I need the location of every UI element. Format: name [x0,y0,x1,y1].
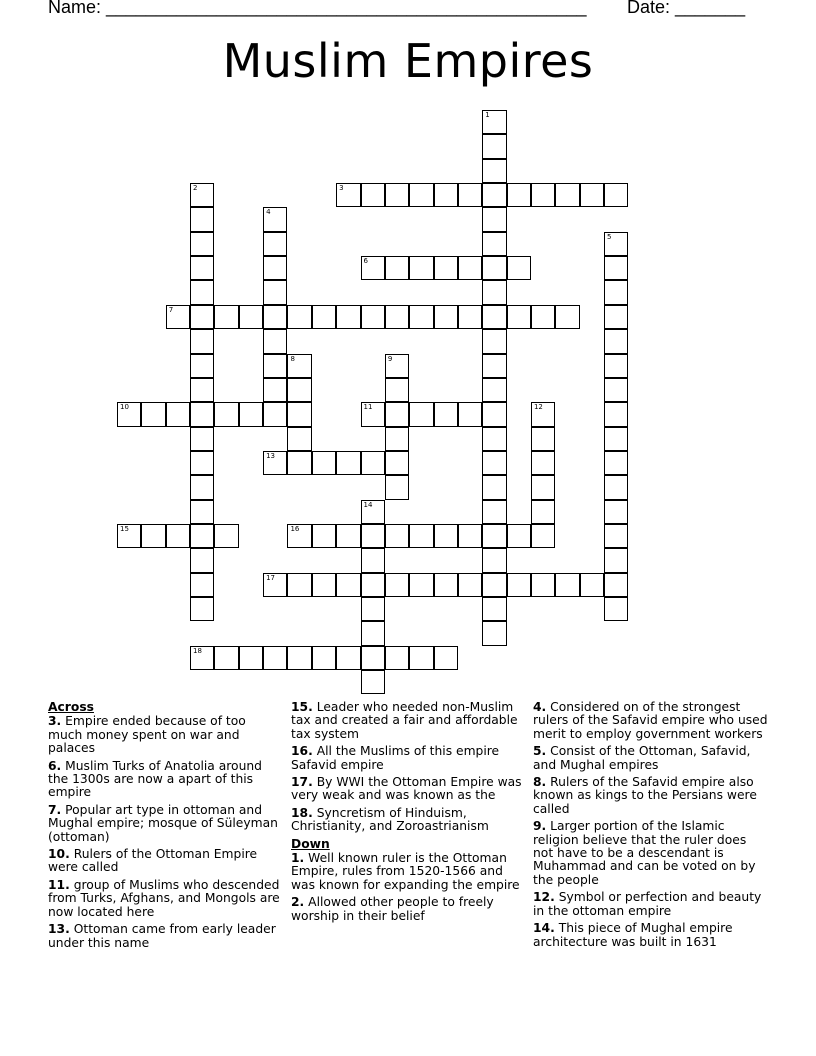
clue-number: 15. [291,700,313,714]
grid-cell[interactable] [604,256,628,280]
clue-column-3 [533,701,769,953]
grid-cell[interactable] [604,548,628,572]
grid-cell[interactable] [312,524,336,548]
grid-cell[interactable] [604,232,628,256]
grid-cell[interactable] [190,305,214,329]
grid-cell[interactable] [361,256,385,280]
clue-column-2 [291,701,527,927]
grid-cell[interactable] [190,402,214,426]
grid-cell[interactable] [385,256,409,280]
clue-down-5 [533,745,769,772]
clue-number: 17. [291,775,313,790]
clue-text: Rulers of the Ottoman Empire were called [48,847,258,875]
grid-cell[interactable] [482,621,506,645]
clue-text: Popular art type in ottoman and Mughal empire; mosque of Süleyman (ottoman) [48,802,278,844]
grid-cell[interactable] [166,402,190,426]
grid-cell[interactable] [482,451,506,475]
grid-cell[interactable] [409,183,433,207]
grid-cell[interactable] [287,451,311,475]
grid-cell[interactable] [263,256,287,280]
grid-cell[interactable] [214,305,238,329]
cell-number: 12 [533,403,543,412]
clue-number: 14. [533,921,555,936]
cell-number: 6 [363,257,368,266]
grid-cell[interactable] [190,329,214,353]
grid-cell[interactable] [604,524,628,548]
grid-cell[interactable] [385,305,409,329]
cell-number: 11 [363,403,373,412]
grid-cell[interactable] [409,524,433,548]
grid-cell[interactable] [482,256,506,280]
grid-cell[interactable] [263,305,287,329]
clue-down-4 [533,701,769,741]
grid-cell[interactable] [263,402,287,426]
grid-cell[interactable] [312,305,336,329]
clue-across-17 [291,776,527,803]
grid-cell[interactable] [190,207,214,231]
grid-cell[interactable] [409,305,433,329]
grid-cell[interactable] [361,670,385,694]
clue-across-16 [291,745,527,772]
grid-cell[interactable] [604,305,628,329]
grid-cell[interactable] [531,305,555,329]
grid-cell[interactable] [482,475,506,499]
grid-cell[interactable] [287,427,311,451]
grid-cell[interactable] [482,110,506,134]
grid-cell[interactable] [214,524,238,548]
clue-number: 2. [291,895,305,910]
grid-cell[interactable] [166,305,190,329]
grid-cell[interactable] [190,548,214,572]
clue-number: 1. [291,851,305,866]
clue-down-2 [291,896,527,923]
name-field-label: Name: ________________________________________________ [48,0,587,17]
clue-text: By WWI the Ottoman Empire was very weak and was known as the [291,775,522,803]
grid-cell[interactable] [604,475,628,499]
clue-down-12 [533,891,769,918]
cell-number: 10 [120,403,129,412]
grid-cell[interactable] [117,524,141,548]
grid-cell[interactable] [336,305,360,329]
cell-number: 2 [193,184,198,193]
grid-cell[interactable] [336,573,360,597]
cell-number: 16 [290,524,300,533]
grid-cell[interactable] [385,427,409,451]
grid-cell[interactable] [409,646,433,670]
grid-cell[interactable] [580,183,604,207]
grid-cell[interactable] [482,500,506,524]
grid-cell[interactable] [287,305,311,329]
grid-cell[interactable] [263,280,287,304]
clue-across-6 [48,760,284,800]
clue-text: group of Muslims who descended from Turks, Afghans, and Mongols are now located here [48,877,280,919]
grid-cell[interactable] [482,573,506,597]
grid-cell[interactable] [239,305,263,329]
grid-cell[interactable] [263,354,287,378]
grid-cell[interactable] [287,524,311,548]
grid-cell[interactable] [385,378,409,402]
grid-cell[interactable] [239,646,263,670]
clue-across-13 [48,923,284,950]
grid-cell[interactable] [434,573,458,597]
grid-cell[interactable] [287,646,311,670]
down-heading: Down [291,836,330,851]
clue-column-1 [48,701,284,954]
grid-cell[interactable] [482,524,506,548]
grid-cell[interactable] [604,597,628,621]
grid-cell[interactable] [385,183,409,207]
clue-text: Muslim Turks of Anatolia around the 1300s are now a apart of this empire [48,758,262,800]
grid-cell[interactable] [287,573,311,597]
grid-cell[interactable] [361,524,385,548]
grid-cell[interactable] [531,475,555,499]
cell-number: 7 [168,305,174,314]
grid-cell[interactable] [190,280,214,304]
clue-down-1 [291,852,527,892]
grid-cell[interactable] [385,573,409,597]
clue-across-18 [291,807,527,834]
clue-text: Empire ended because of too much money spent on war and palaces [48,714,246,756]
clue-number: 10. [48,847,70,862]
cell-number: 9 [387,354,393,363]
grid-cell[interactable] [312,573,336,597]
cell-number: 13 [266,451,276,460]
grid-cell[interactable] [361,621,385,645]
grid-cell[interactable] [190,232,214,256]
clue-text: Ottoman came from early leader under this name [48,922,276,950]
clue-across-3 [48,715,284,755]
grid-cell[interactable] [336,451,360,475]
clue-text: Syncretism of Hinduism, Christianity, and Zoroastrianism [291,805,489,834]
grid-cell[interactable] [482,280,506,304]
grid-cell[interactable] [263,451,287,475]
clue-text: Consist of the Ottoman, Safavid, and Mughal empires [533,744,751,772]
grid-cell[interactable] [482,354,506,378]
grid-cell[interactable] [385,402,409,426]
grid-cell[interactable] [507,573,531,597]
grid-cell[interactable] [336,524,360,548]
grid-cell[interactable] [482,329,506,353]
cell-number: 1 [485,111,490,119]
grid-cell[interactable] [507,524,531,548]
grid-cell[interactable] [190,378,214,402]
grid-cell[interactable] [458,256,482,280]
grid-cell[interactable] [482,159,506,183]
grid-cell[interactable] [361,451,385,475]
clue-text: Leader who needed non-Muslim tax and created a fair and affordable tax system [291,700,518,741]
grid-cell[interactable] [482,134,506,158]
clue-text: This piece of Mughal empire architecture was built in 1631 [533,921,733,949]
grid-cell[interactable] [604,280,628,304]
grid-cell[interactable] [190,427,214,451]
grid-cell[interactable] [482,597,506,621]
grid-cell[interactable] [434,646,458,670]
grid-cell[interactable] [482,427,506,451]
grid-cell[interactable] [482,378,506,402]
clue-down-14 [533,922,769,949]
grid-cell[interactable] [361,500,385,524]
cell-number: 8 [290,354,295,363]
clue-number: 6. [48,758,62,773]
puzzle-title: Muslim Empires [222,34,594,88]
grid-cell[interactable] [482,183,506,207]
grid-cell[interactable] [361,597,385,621]
grid-cell[interactable] [312,451,336,475]
grid-cell[interactable] [604,451,628,475]
clue-number: 7. [48,802,62,817]
clue-across-15 [291,701,527,741]
grid-cell[interactable] [458,524,482,548]
clue-text: Larger portion of the Islamic religion believe that the ruler does not have to be a descendant is Muhammad and can be voted on by the people [533,819,756,887]
clue-across-10 [48,848,284,875]
cell-number: 5 [607,232,612,241]
grid-cell[interactable] [531,427,555,451]
grid-cell[interactable] [531,524,555,548]
grid-cell[interactable] [190,183,214,207]
grid-cell[interactable] [361,548,385,572]
clue-across-11 [48,879,284,919]
grid-cell[interactable] [263,232,287,256]
grid-cell[interactable] [604,573,628,597]
clue-text: All the Muslims of this empire Safavid empire [291,744,500,772]
cell-number: 17 [266,573,276,582]
grid-cell[interactable] [166,524,190,548]
clue-number: 3. [48,714,62,729]
clue-number: 5. [533,744,547,759]
clue-text: Rulers of the Safavid empire also known as kings to the Persians were called [533,775,757,816]
grid-cell[interactable] [190,256,214,280]
grid-cell[interactable] [458,573,482,597]
grid-cell[interactable] [287,402,311,426]
grid-cell[interactable] [190,573,214,597]
grid-cell[interactable] [190,524,214,548]
grid-cell[interactable] [434,524,458,548]
grid-cell[interactable] [263,207,287,231]
grid-cell[interactable] [604,354,628,378]
grid-cell[interactable] [458,402,482,426]
grid-cell[interactable] [604,378,628,402]
grid-cell[interactable] [580,573,604,597]
clue-number: 11. [48,877,70,892]
grid-cell[interactable] [531,402,555,426]
grid-cell[interactable] [531,183,555,207]
clue-number: 12. [533,890,555,905]
grid-cell[interactable] [434,305,458,329]
grid-cell[interactable] [604,500,628,524]
cell-number: 15 [120,524,129,533]
grid-cell[interactable] [263,573,287,597]
grid-cell[interactable] [385,475,409,499]
grid-cell[interactable] [361,646,385,670]
cell-number: 14 [363,500,373,509]
grid-cell[interactable] [190,646,214,670]
grid-cell[interactable] [507,305,531,329]
clue-number: 16. [291,744,313,759]
grid-cell[interactable] [555,573,579,597]
clue-number: 18. [291,805,313,820]
grid-cell[interactable] [555,183,579,207]
clue-text: Considered on of the strongest rulers of the Safavid empire who used merit to employ government workers [533,700,768,741]
cell-number: 18 [193,646,202,655]
clue-text: Symbol or perfection and beauty in the ottoman empire [533,890,762,918]
grid-cell[interactable] [190,597,214,621]
grid-cell[interactable] [361,402,385,426]
grid-cell[interactable] [604,183,628,207]
grid-cell[interactable] [190,354,214,378]
cell-number: 4 [266,208,271,217]
grid-cell[interactable] [458,305,482,329]
grid-cell[interactable] [458,183,482,207]
clue-number: 13. [48,922,70,937]
grid-cell[interactable] [409,573,433,597]
grid-cell[interactable] [385,354,409,378]
grid-cell[interactable] [361,305,385,329]
clue-text: Allowed other people to freely worship in their belief [291,895,494,923]
clue-number: 9. [533,819,547,834]
grid-cell[interactable] [555,305,579,329]
grid-cell[interactable] [239,402,263,426]
grid-cell[interactable] [214,646,238,670]
clue-down-9 [533,820,769,887]
grid-cell[interactable] [385,524,409,548]
grid-cell[interactable] [507,183,531,207]
grid-cell[interactable] [434,256,458,280]
grid-cell[interactable] [336,646,360,670]
grid-cell[interactable] [190,500,214,524]
across-heading: Across [48,700,94,714]
grid-cell[interactable] [482,548,506,572]
grid-cell[interactable] [385,451,409,475]
grid-cell[interactable] [141,402,165,426]
grid-cell[interactable] [117,402,141,426]
grid-cell[interactable] [531,573,555,597]
clue-number: 4. [533,700,547,714]
grid-cell[interactable] [482,232,506,256]
date-field-label: Date: _______ [627,0,746,17]
cell-number: 3 [339,184,344,193]
grid-cell[interactable] [287,378,311,402]
grid-cell[interactable] [434,402,458,426]
grid-cell[interactable] [312,646,336,670]
grid-cell[interactable] [482,402,506,426]
grid-cell[interactable] [531,451,555,475]
grid-cell[interactable] [263,329,287,353]
grid-cell[interactable] [434,183,458,207]
clue-down-8 [533,776,769,816]
grid-cell[interactable] [385,646,409,670]
grid-cell[interactable] [604,427,628,451]
grid-cell[interactable] [190,451,214,475]
grid-cell[interactable] [507,256,531,280]
grid-cell[interactable] [141,524,165,548]
grid-cell[interactable] [263,646,287,670]
grid-cell[interactable] [336,183,360,207]
clue-across-7 [48,804,284,844]
grid-cell[interactable] [214,402,238,426]
grid-cell[interactable] [482,207,506,231]
grid-cell[interactable] [190,475,214,499]
grid-cell[interactable] [482,305,506,329]
grid-cell[interactable] [287,354,311,378]
grid-cell[interactable] [531,500,555,524]
grid-cell[interactable] [263,378,287,402]
grid-cell[interactable] [361,573,385,597]
grid-cell[interactable] [409,402,433,426]
grid-cell[interactable] [361,183,385,207]
grid-cell[interactable] [604,329,628,353]
grid-cell[interactable] [409,256,433,280]
clue-text: Well known ruler is the Ottoman Empire, rules from 1520-1566 and was known for expanding the empire [291,851,520,892]
grid-cell[interactable] [604,402,628,426]
clue-number: 8. [533,775,547,790]
